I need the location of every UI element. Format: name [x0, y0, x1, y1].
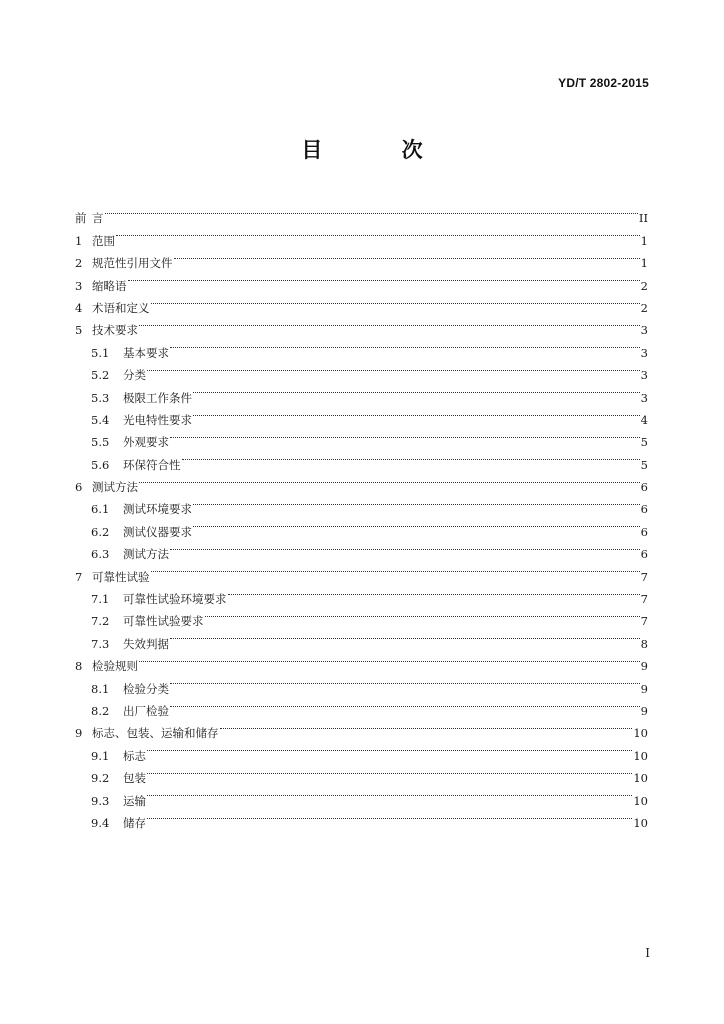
toc-entry-page: 5 — [640, 435, 648, 450]
toc-dot-leader — [116, 222, 640, 244]
toc-entry-page: 3 — [640, 345, 648, 360]
toc-entry-number: 5 — [75, 323, 83, 338]
toc-entry-number: 9.4 — [91, 815, 110, 830]
toc-entry[interactable] — [75, 334, 648, 360]
toc-entry-title: 储存 — [123, 815, 146, 830]
toc-entry-number: 6.1 — [91, 502, 110, 517]
toc-entry-title: 极限工作条件 — [123, 390, 192, 405]
toc-entry[interactable] — [75, 760, 648, 786]
toc-dot-leader — [147, 782, 632, 804]
toc-entry-number: 6.3 — [91, 547, 110, 562]
toc-entry[interactable] — [75, 469, 648, 495]
toc-entry-number: 7.3 — [91, 636, 110, 651]
toc-dot-leader — [193, 513, 640, 535]
toc-entry-number: 6 — [75, 480, 83, 495]
toc-dot-leader — [147, 805, 632, 827]
toc-entry-number: 9.3 — [91, 793, 110, 808]
toc-entry-page: 6 — [640, 502, 648, 517]
toc-entry-title: 检验分类 — [123, 681, 169, 696]
toc-dot-leader — [170, 625, 640, 647]
page-number: I — [645, 946, 650, 960]
toc-entry-page: 7 — [640, 592, 648, 607]
toc-entry-title: 测试环境要求 — [123, 502, 192, 517]
toc-entry-title: 可靠性试验环境要求 — [123, 592, 227, 607]
toc-entry-page: 6 — [640, 547, 648, 562]
toc-entry-number: 8 — [75, 659, 83, 674]
toc-entry-page: 2 — [640, 278, 648, 293]
toc-entry-number: 7 — [75, 569, 83, 584]
table-of-contents — [75, 200, 648, 830]
toc-entry[interactable] — [75, 581, 648, 607]
toc-dot-leader — [170, 536, 640, 558]
document-code: YD/T 2802-2015 — [558, 76, 649, 90]
toc-entry-number: 5.3 — [91, 390, 110, 405]
toc-entry-page: 10 — [633, 793, 648, 808]
toc-entry-page: 1 — [640, 233, 648, 248]
toc-entry-number: 8.2 — [91, 703, 110, 718]
toc-entry-number: 5.5 — [91, 435, 110, 450]
toc-entry-number: 9.1 — [91, 748, 110, 763]
toc-entry[interactable] — [75, 290, 648, 315]
toc-entry-title: 基本要求 — [123, 345, 169, 360]
toc-entry-number: 5.6 — [91, 457, 110, 472]
toc-entry-number: 4 — [75, 300, 83, 315]
toc-dot-leader — [147, 357, 640, 379]
toc-entry-title: 出厂检验 — [123, 703, 169, 718]
toc-entry-number: 9.2 — [91, 771, 110, 786]
toc-entry[interactable] — [75, 648, 648, 674]
toc-entry-page: 6 — [640, 524, 648, 539]
toc-entry-title: 言 — [92, 211, 104, 226]
toc-entry-number: 5.1 — [91, 345, 110, 360]
toc-entry[interactable] — [75, 200, 648, 226]
toc-dot-leader — [182, 446, 640, 468]
toc-entry[interactable] — [75, 222, 648, 248]
toc-entry-number: 2 — [75, 256, 83, 271]
toc-entry[interactable] — [75, 491, 648, 517]
toc-entry-title: 运输 — [123, 793, 146, 808]
toc-entry[interactable] — [75, 670, 648, 696]
toc-entry-number: 8.1 — [91, 681, 110, 696]
toc-title: 目 次 — [301, 138, 459, 162]
toc-dot-leader — [170, 424, 640, 446]
toc-entry[interactable] — [75, 379, 648, 405]
toc-entry-page: 10 — [633, 748, 648, 763]
toc-entry-title: 光电特性要求 — [123, 412, 192, 427]
toc-entry-page: 10 — [633, 726, 648, 741]
toc-entry-number: 5.2 — [91, 368, 110, 383]
toc-entry-title: 包装 — [123, 771, 146, 786]
toc-entry-page: II — [638, 211, 648, 226]
toc-entry-page: 7 — [640, 569, 648, 584]
toc-dot-leader — [170, 670, 640, 692]
toc-entry-title: 检验规则 — [92, 659, 138, 674]
toc-dot-leader — [174, 245, 640, 267]
toc-entry-title: 失效判据 — [123, 636, 169, 651]
toc-entry-page: 3 — [640, 323, 648, 338]
toc-entry-number: 5.4 — [91, 412, 110, 427]
toc-dot-leader — [139, 312, 640, 334]
toc-entry-title: 缩略语 — [92, 278, 127, 293]
toc-entry-page: 10 — [633, 771, 648, 786]
toc-dot-leader — [105, 200, 638, 222]
toc-entry-page: 3 — [640, 390, 648, 405]
toc-entry-title: 测试仪器要求 — [123, 524, 192, 539]
toc-entry-page: 1 — [640, 256, 648, 271]
toc-entry-title: 测试方法 — [92, 480, 138, 495]
toc-entry-number: 6.2 — [91, 524, 110, 539]
toc-entry[interactable] — [75, 267, 648, 293]
toc-dot-leader — [193, 491, 640, 513]
toc-entry-page: 9 — [640, 681, 648, 696]
toc-dot-leader — [139, 469, 640, 491]
toc-entry-page: 9 — [640, 703, 648, 718]
toc-dot-leader — [151, 290, 640, 312]
toc-entry-title: 可靠性试验要求 — [123, 614, 204, 629]
toc-entry-title: 分类 — [123, 368, 146, 383]
toc-entry[interactable] — [75, 312, 648, 338]
toc-entry-page: 4 — [640, 412, 648, 427]
toc-dot-leader — [220, 715, 633, 737]
toc-entry-page: 2 — [640, 300, 648, 315]
toc-entry-title: 测试方法 — [123, 547, 169, 562]
toc-entry-page: 8 — [640, 636, 648, 651]
toc-dot-leader — [147, 737, 632, 759]
toc-entry-number: 7.2 — [91, 614, 110, 629]
toc-entry-page: 7 — [640, 614, 648, 629]
toc-entry-page: 9 — [640, 659, 648, 674]
toc-entry[interactable] — [75, 737, 648, 763]
toc-dot-leader — [128, 267, 640, 289]
toc-dot-leader — [228, 581, 640, 603]
toc-entry[interactable] — [75, 357, 648, 383]
toc-dot-leader — [205, 603, 640, 625]
toc-entry-title: 环保符合性 — [123, 457, 181, 472]
toc-dot-leader — [193, 379, 640, 401]
toc-entry-page: 5 — [640, 457, 648, 472]
toc-entry-page: 6 — [640, 480, 648, 495]
toc-entry[interactable] — [75, 805, 648, 830]
toc-entry[interactable] — [75, 245, 648, 271]
toc-entry-title: 范围 — [92, 233, 115, 248]
toc-entry-title: 外观要求 — [123, 435, 169, 450]
toc-entry-number: 7.1 — [91, 592, 110, 607]
toc-dot-leader — [170, 693, 640, 715]
toc-entry-number: 9 — [75, 726, 83, 741]
toc-entry-number: 1 — [75, 233, 83, 248]
toc-entry-title: 标志 — [123, 748, 146, 763]
toc-entry[interactable] — [75, 558, 648, 584]
toc-entry[interactable] — [75, 782, 648, 808]
toc-entry-number: 3 — [75, 278, 83, 293]
toc-dot-leader — [147, 760, 632, 782]
toc-entry-title: 术语和定义 — [92, 300, 150, 315]
toc-entry-number: 前 — [75, 211, 87, 226]
toc-dot-leader — [193, 402, 640, 424]
toc-entry-title: 标志、包装、运输和储存 — [92, 726, 219, 741]
toc-entry-title: 规范性引用文件 — [92, 256, 173, 271]
toc-dot-leader — [139, 648, 640, 670]
toc-dot-leader — [170, 334, 640, 356]
toc-entry-title: 技术要求 — [92, 323, 138, 338]
toc-dot-leader — [151, 558, 640, 580]
toc-entry-page: 3 — [640, 368, 648, 383]
toc-entry-page: 10 — [633, 815, 648, 830]
toc-entry-title: 可靠性试验 — [92, 569, 150, 584]
